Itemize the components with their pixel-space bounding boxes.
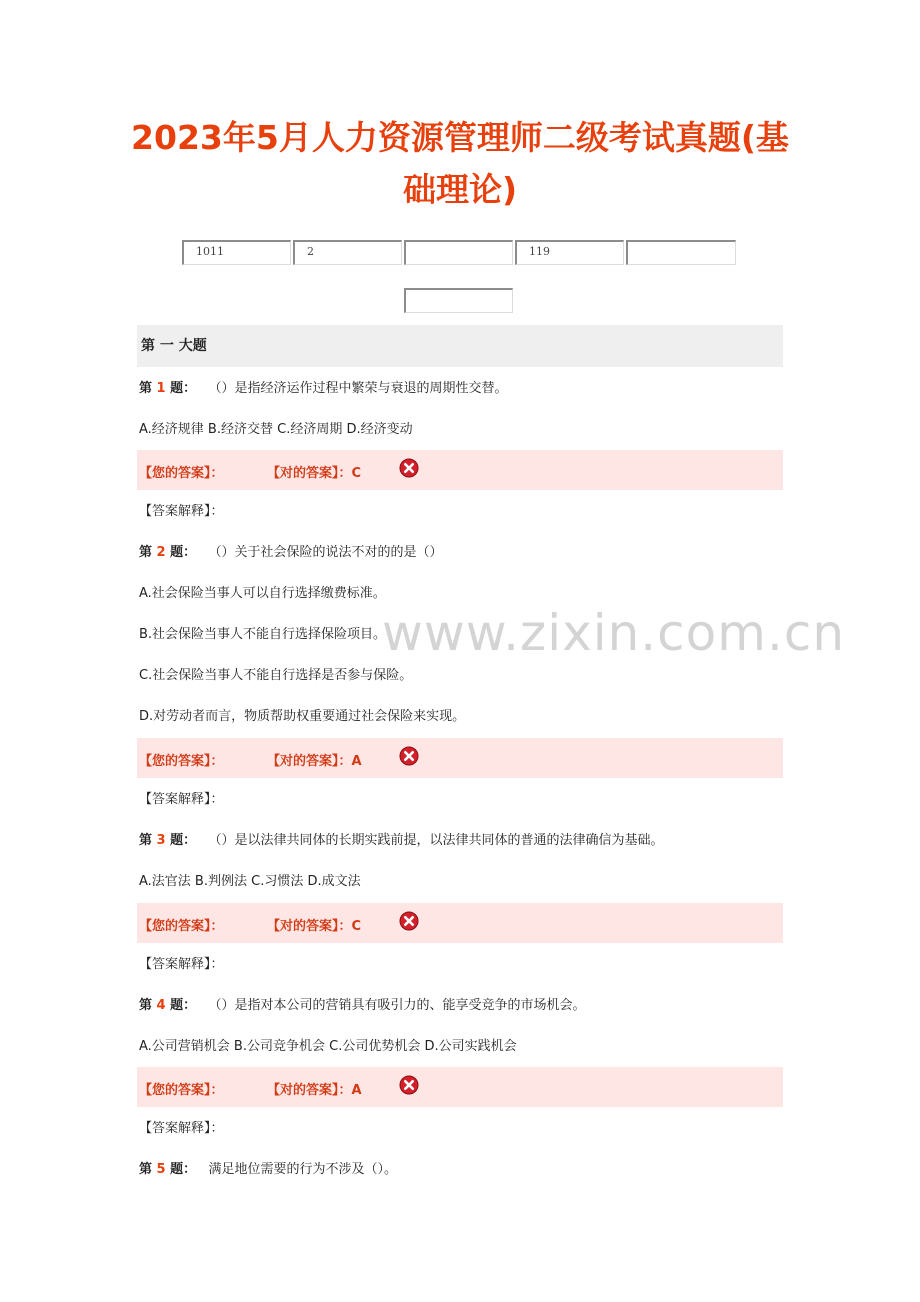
explanation-label-1: 【答案解释】： (139, 504, 224, 519)
question-number: 第 4 题： (139, 998, 197, 1013)
question-2-option-b: B.社会保险当事人不能自行选择保险项目。 (139, 627, 387, 642)
wrong-icon (399, 746, 419, 766)
wrong-icon (399, 911, 419, 931)
info-cell-5 (626, 240, 736, 265)
watermark: www.zixin.com.cn (382, 604, 846, 662)
correct-answer: 【对的答案】：C (267, 919, 362, 934)
question-2-option-a: A.社会保险当事人可以自行选择缴费标准。 (139, 586, 386, 601)
question-number: 第 5 题： (139, 1162, 197, 1177)
section-header: 第 一 大题 (137, 325, 783, 367)
question-text: 满足地位需要的行为不涉及（）。 (208, 1162, 398, 1177)
info-cell-1: 1011 (182, 240, 291, 265)
title-line-1: 2023年5月人力资源管理师二级考试真题(基 (131, 118, 789, 157)
explanation-label-2: 【答案解释】： (139, 792, 224, 807)
correct-answer: 【对的答案】：A (267, 754, 362, 769)
correct-answer: 【对的答案】：A (267, 1083, 362, 1098)
question-number: 第 1 题： (139, 381, 197, 396)
question-2-option-d: D.对劳动者而言，物质帮助权重要通过社会保险来实现。 (139, 709, 466, 724)
info-cell-2: 2 (293, 240, 402, 265)
question-text: （）是以法律共同体的长期实践前提，以法律共同体的普通的法律确信为基础。 (208, 833, 664, 848)
explanation-label-4: 【答案解释】： (139, 1121, 224, 1136)
question-3 (139, 832, 664, 850)
question-1 (139, 380, 508, 398)
question-text: （）是指对本公司的营销具有吸引力的、能享受竞争的市场机会。 (208, 998, 586, 1013)
correct-answer: 【对的答案】：C (267, 466, 362, 481)
wrong-icon (399, 458, 419, 478)
question-2 (139, 544, 443, 562)
question-5 (139, 1161, 397, 1179)
info-cell-4: 119 (515, 240, 624, 265)
answer-bar-2 (137, 738, 783, 778)
question-4 (139, 997, 586, 1015)
wrong-icon (399, 1075, 419, 1095)
your-answer-label: 【您的答案】： (139, 754, 224, 769)
title-line-2: 础理论) (402, 170, 518, 209)
info-cell-3 (404, 240, 513, 265)
question-number: 第 2 题： (139, 545, 197, 560)
question-1-options: A.经济规律 B.经济交替 C.经济周期 D.经济变动 (139, 422, 413, 437)
page-title (120, 112, 800, 216)
explanation-label-3: 【答案解释】： (139, 957, 224, 972)
info-cell-6 (404, 288, 513, 313)
your-answer-label: 【您的答案】： (139, 919, 224, 934)
question-number: 第 3 题： (139, 833, 197, 848)
answer-bar-1 (137, 450, 783, 490)
question-2-option-c: C.社会保险当事人不能自行选择是否参与保险。 (139, 668, 413, 683)
question-4-options: A.公司营销机会 B.公司竞争机会 C.公司优势机会 D.公司实践机会 (139, 1039, 517, 1054)
your-answer-label: 【您的答案】： (139, 466, 224, 481)
question-text: （）关于社会保险的说法不对的的是（） (208, 545, 443, 560)
your-answer-label: 【您的答案】： (139, 1083, 224, 1098)
answer-bar-4 (137, 1067, 783, 1107)
answer-bar-3 (137, 903, 783, 943)
question-text: （）是指经济运作过程中繁荣与衰退的周期性交替。 (208, 381, 508, 396)
question-3-options: A.法官法 B.判例法 C.习惯法 D.成文法 (139, 874, 361, 889)
